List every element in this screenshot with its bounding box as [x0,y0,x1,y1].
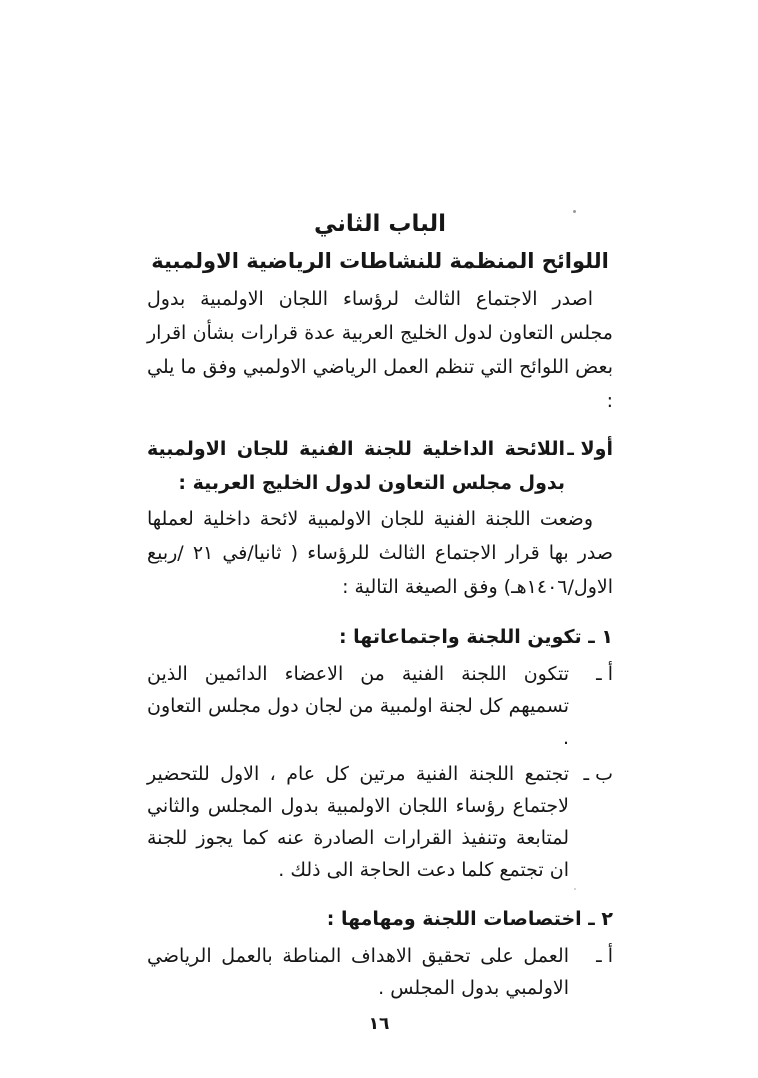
intro-paragraph: اصدر الاجتماع الثالث لرؤساء اللجان الاولمبية بدول مجلس التعاون لدول الخليج العربية عدة قرارات بشأن اقرار بعض اللوائح التي تنظم العمل الرياضي الاولمبي وفق ما يلي : [147,288,613,412]
scan-speck [574,888,576,890]
section-first-heading-text: اللائحة الداخلية للجنة الفنية للجان الاولمبية بدول مجلس التعاون لدول الخليج العربية : [147,438,565,494]
chapter-title: الباب الثاني [313,211,447,237]
page-number: ١٦ [368,1014,390,1034]
clause-1-item-a [147,658,613,754]
text-block [147,206,613,1004]
section-first-heading [147,432,613,500]
clause-1-item-b-marker: ب ـ [583,763,613,785]
section-first-marker: أولا ـ [567,438,613,460]
scan-speck [573,210,576,213]
clause-2-item-a-marker: أ ـ [596,945,613,967]
clause-2-heading: ٢ ـ اختصاصات اللجنة ومهامها : [326,908,613,930]
clause-1-item-a-marker: أ ـ [596,663,613,685]
clause-1-item-b-text: تجتمع اللجنة الفنية مرتين كل عام ، الاول للتحضير لاجتماع رؤساء اللجان الاولمبية بدول المجلس والثاني لمتابعة وتنفيذ القرارات الصادرة عنه كما يجوز للجنة ان تجتمع كلما دعت الحاجة الى ذلك . [147,763,569,881]
clause-1-heading: ١ ـ تكوين اللجنة واجتماعاتها : [338,626,613,648]
clause-2-item-a [147,940,613,1004]
clause-1-item-b [147,758,613,886]
section-first-body: وضعت اللجنة الفنية للجان الاولمبية لائحة داخلية لعملها صدر بها قرار الاجتماع الثالث للرؤساء ( ثانيا/في ٢١ /ربيع الاول/١٤٠٦هـ) وفق الصيغة التالية : [147,508,613,598]
chapter-subtitle: اللوائح المنظمة للنشاطات الرياضية الاولمبية [151,249,609,273]
clause-2-item-a-text: العمل على تحقيق الاهداف المناطة بالعمل الرياضي الاولمبي بدول المجلس . [147,945,569,999]
clause-1-item-a-text: تتكون اللجنة الفنية من الاعضاء الدائمين الذين تسميهم كل لجنة اولمبية من لجان دول مجلس التعاون . [147,663,569,749]
